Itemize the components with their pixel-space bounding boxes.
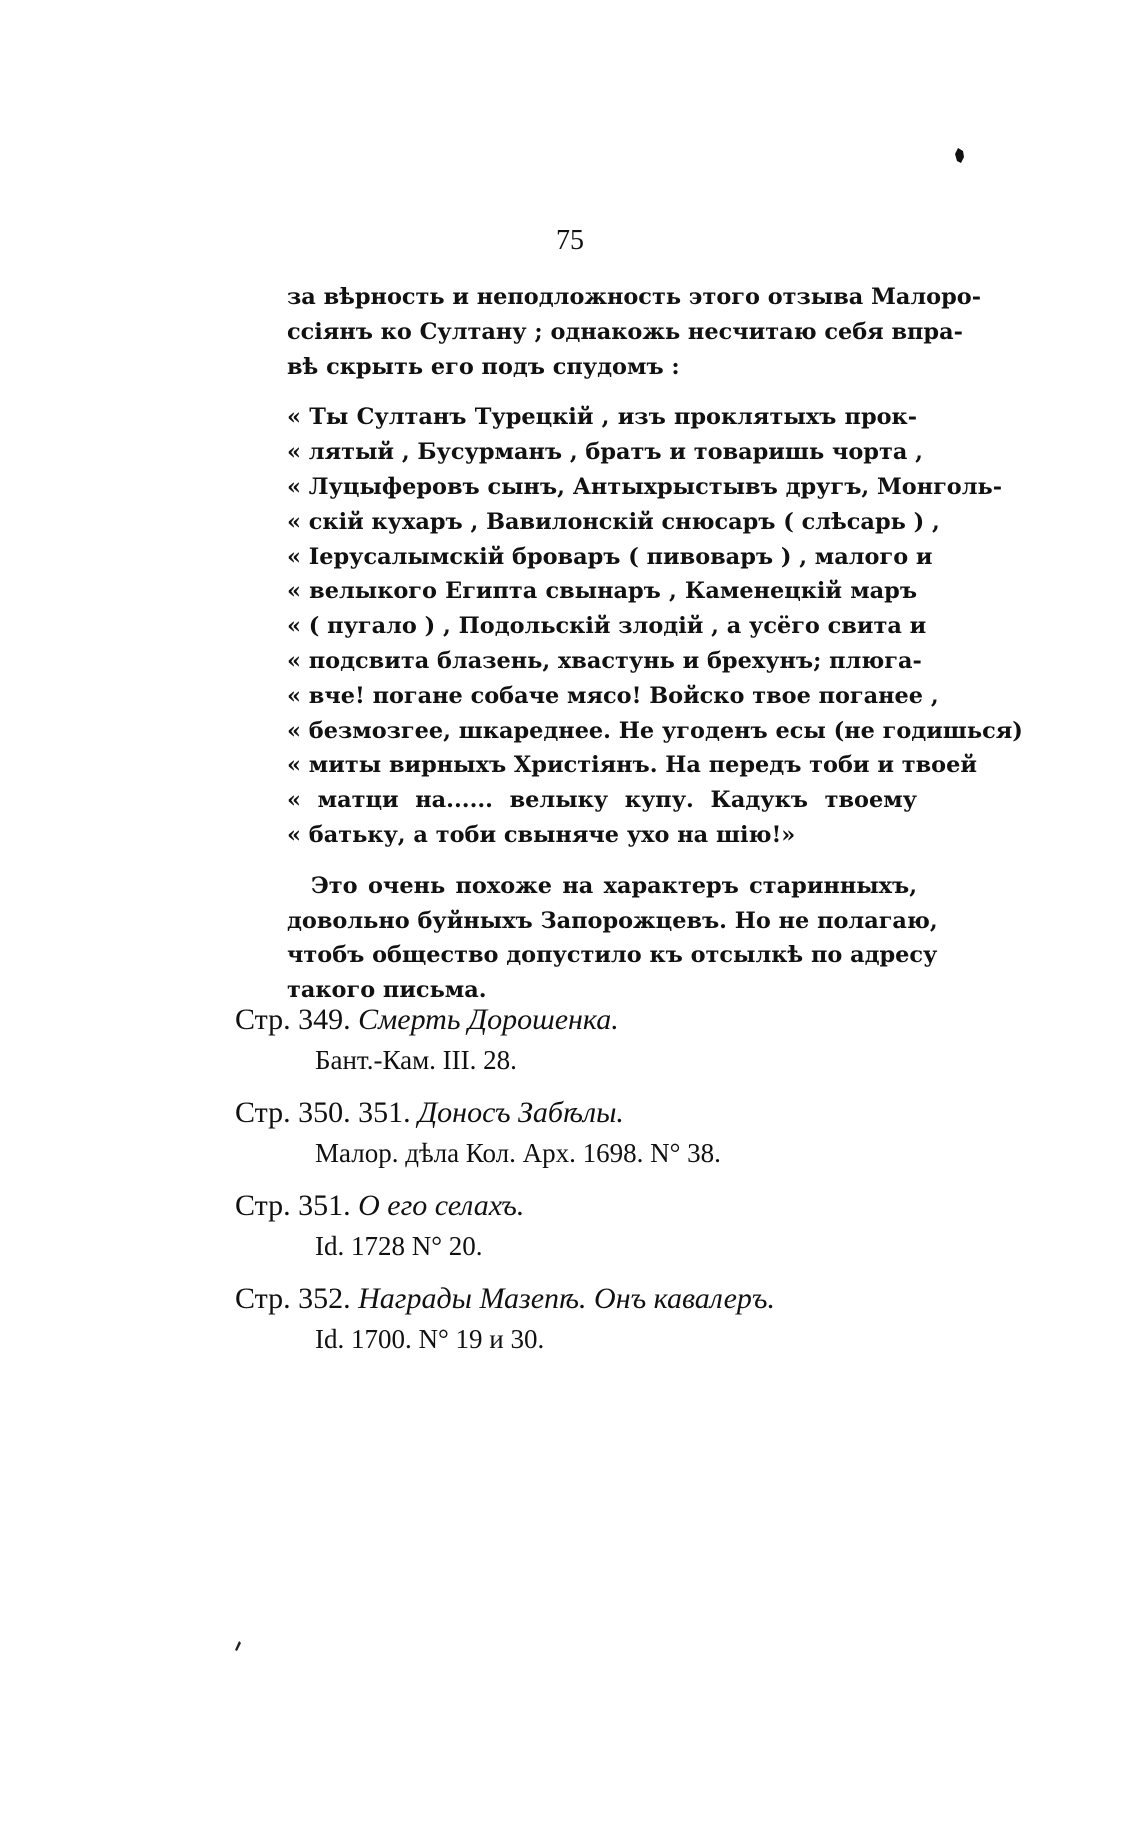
quote-line: « миты вирныхъ Христіянъ. На передъ тоби и твоей <box>287 752 977 779</box>
reference-heading <box>235 1093 935 1133</box>
text-line: Это очень похоже на характеръ старинныхъ, <box>311 872 917 899</box>
quote-line: « скій кухаръ , Вавилонскій снюсаръ ( слѣсарь ) , <box>287 508 940 535</box>
stray-mark <box>234 1636 242 1646</box>
page-number: 75 <box>556 225 584 256</box>
reference-entry <box>235 1093 935 1173</box>
text-line: ссіянъ ко Султану ; однакожь несчитаю себя впра- <box>287 318 963 345</box>
sultan-letter-quote <box>287 400 1023 852</box>
reference-title: Награды Мазепѣ. Онъ кавалеръ. <box>358 1282 775 1315</box>
text-line: чтобъ общество допустило къ отсылкѣ по адресу <box>287 942 938 969</box>
main-text <box>287 280 1023 1024</box>
reference-page: Стр. 352. <box>235 1282 351 1315</box>
text-line: довольно буйныхъ Запорожцевъ. Но не полагаю, <box>287 907 938 934</box>
reference-title: Смерть Дорошенка. <box>358 1003 619 1036</box>
ink-blot-mark <box>955 148 965 164</box>
comment-paragraph <box>287 869 938 1008</box>
text-line: такого письма. <box>287 977 487 1004</box>
quote-line: « вче! погане собаче мясо! Войско твое поганее , <box>287 682 939 709</box>
page-references <box>235 1000 935 1372</box>
reference-source: Id. 1728 N° 20. <box>315 1231 483 1261</box>
reference-heading <box>235 1000 935 1040</box>
reference-heading <box>235 1279 935 1319</box>
quote-line: « лятый , Бусурманъ , братъ и товаришь чорта , <box>287 439 923 466</box>
quote-line: « подсвита блазень, хвастунь и брехунъ; плюга- <box>287 647 922 674</box>
reference-heading <box>235 1186 935 1226</box>
quote-line: « матци на...... велыку купу. Кадукъ твоему <box>287 787 917 814</box>
reference-source: Малор. дѣла Кол. Арх. 1698. N° 38. <box>315 1138 721 1168</box>
reference-entry <box>235 1000 935 1080</box>
reference-page: Стр. 349. <box>235 1003 351 1036</box>
text-line: вѣ скрыть его подъ спудомъ : <box>287 353 680 380</box>
reference-title: О его селахъ. <box>358 1189 525 1222</box>
reference-entry <box>235 1186 935 1266</box>
reference-page: Стр. 351. <box>235 1189 351 1222</box>
quote-line: « Іерусалымскій броваръ ( пивоваръ ) , малого и <box>287 543 933 570</box>
quote-line: « Ты Султанъ Турецкій , изъ проклятыхъ прок- <box>287 404 917 431</box>
reference-entry <box>235 1279 935 1359</box>
quote-line: « безмозгее, шкареднее. Не угоденъ есы (не годишься) <box>287 717 1023 744</box>
quote-line: « батьку, а тоби свыняче ухо на шію!» <box>287 821 796 848</box>
reference-source: Бант.-Кам. III. 28. <box>315 1045 517 1075</box>
quote-line: « Луцыферовъ сынъ, Антыхрыстывъ другъ, Монголь- <box>287 473 1003 500</box>
quote-line: « велыкого Египта свынаръ , Каменецкій маръ <box>287 578 917 605</box>
reference-title: Доносъ Забѣлы. <box>418 1096 624 1129</box>
reference-page: Стр. 350. 351. <box>235 1096 411 1129</box>
reference-source: Id. 1700. N° 19 и 30. <box>315 1324 545 1354</box>
quote-line: « ( пугало ) , Подольскій злодій , а усёго свита и <box>287 613 927 640</box>
intro-paragraph <box>287 280 982 384</box>
text-line: за вѣрность и неподложность этого отзыва Малоро- <box>287 284 982 310</box>
